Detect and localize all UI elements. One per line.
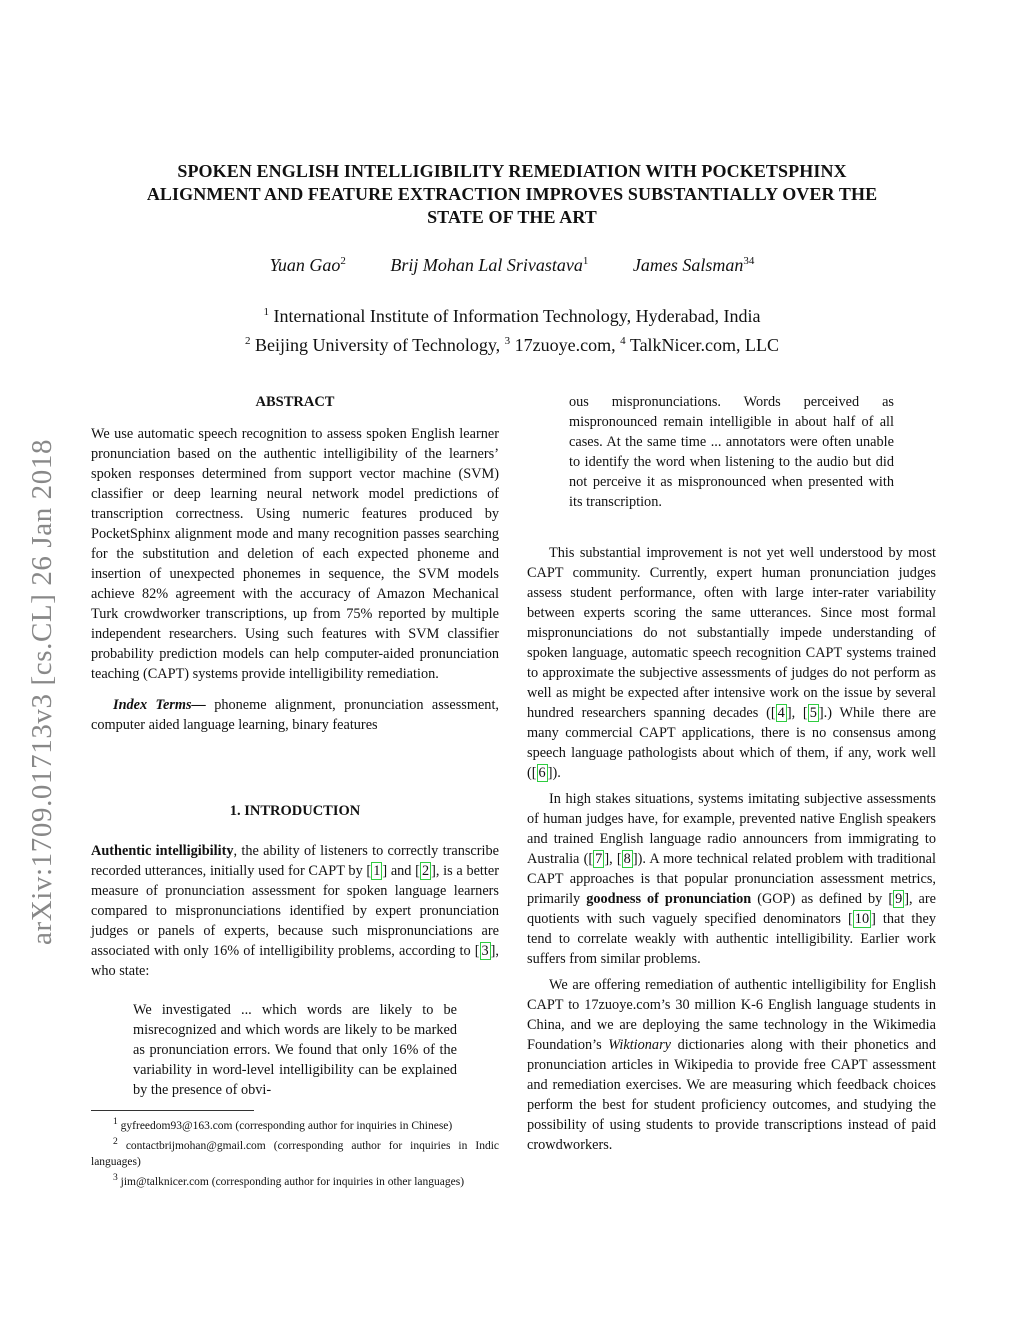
introduction-section bbox=[91, 801, 499, 981]
footnotes bbox=[91, 1114, 499, 1189]
citation-link[interactable]: 9 bbox=[895, 891, 903, 907]
affiliation-line-2: $^2$ Beijing University of Technology, $^3$ 17zuoye.com, $^4$ TalkNicer.com, LLC bbox=[244, 335, 780, 355]
author: Brij Mohan Lal Srivastava$^1$ bbox=[390, 255, 589, 275]
body-paragraph: This substantial improvement is not yet well understood by most CAPT community. Currently, expert human pronunciation judges assess student performance, often with large inter-rater variability between experts scoring the same utterances. Since most formal mispronunciations do not substantially impede understanding of spoken language, automatic speech recognition CAPT systems trained to approximate the subjective assessments of judges do not perform as well as might be expected after intensive work on the issue by several hundred researchers spanning decades ([ 4 ], [ 5 ].) While there are many commercial CAPT applications, there is no consensus among speech language pathologists about which of them, if any, work well ([ 6 ]). bbox=[527, 545, 936, 781]
footnote: $^3$ jim@talknicer.com (corresponding author for inquiries in other languages) bbox=[113, 1171, 465, 1188]
abstract-section bbox=[91, 392, 499, 735]
citation-link[interactable]: 6 bbox=[538, 765, 546, 781]
citation-link[interactable]: 10 bbox=[854, 911, 870, 927]
quote-block-start: We investigated ... which words are likely to be misrecognized and which words are likely to be marked as pronunciation errors. We found that only 16% of the variability in word-level intelligibility can be explained by the presence of obvi- bbox=[133, 1002, 457, 1098]
title-line-2: ALIGNMENT AND FEATURE EXTRACTION IMPROVES SUBSTANTIALLY OVER THE bbox=[146, 184, 878, 204]
footnote: $^1$ gyfreedom93@163.com (corresponding author for inquiries in Chinese) bbox=[113, 1116, 453, 1132]
citation-link[interactable]: 8 bbox=[623, 851, 631, 867]
author-list bbox=[80, 255, 944, 276]
quote-block-end: ous mispronunciations. Words perceived as mispronounced remain intelligible in about half of all cases. At the same time ... annotators were often unable to identify the word when listening to the audio but did not perceive it as mispronounced when presented with its transcription. bbox=[569, 394, 894, 510]
author: Yuan Gao$^2$ bbox=[269, 255, 346, 275]
title-line-3: STATE OF THE ART bbox=[427, 207, 597, 227]
introduction-heading: 1. INTRODUCTION bbox=[229, 803, 361, 819]
affiliation-line-1: $^1$ International Institute of Information Technology, Hyderabad, India bbox=[263, 306, 761, 326]
body-paragraph: We are offering remediation of authentic intelligibility for English CAPT to 17zuoye.com’s 30 million K-6 English language students in China, and we are deploying the same technology in the Wikimedia Foundation’s Wiktionary dictionaries along with their phonetics and pronunciation articles in Wikipedia to provide free CAPT assessment and remediation exercises. We are measuring which feedback choices perform the best for student proficiency outcomes, and studying the possibility of using students to provide transcriptions instead of paid crowdworkers. bbox=[527, 977, 936, 1153]
footnote: $^2$ contactbrijmohan@gmail.com (corresponding author for inquiries in Indic languages) bbox=[91, 1135, 500, 1168]
affiliations bbox=[80, 300, 944, 358]
abstract-text: We use automatic speech recognition to assess spoken English learner pronunciation based on the authentic intelligibility of the learners’ spoken responses determined from support vector machine (SVM) classifier or deep learning neural network model predictions of transcription correctness. Using numeric features produced by PocketSphinx alignment mode and many recognition passes searching for the substitution and deletion of each expected phoneme and insertion of unexpected phonemes in sequence, the SVM models achieve 82% agreement with the accuracy of Amazon Mechanical Turk crowdworker transcriptions, up from 75% reported by multiple independent researchers. Using such features with SVM classifier probability prediction models can help computer-aided pronunciation teaching (CAPT) systems provide intelligibility remediation. bbox=[91, 426, 499, 682]
citation-link[interactable]: 7 bbox=[595, 851, 603, 867]
author: James Salsman$^{34}$ bbox=[632, 255, 755, 275]
footnote-rule bbox=[91, 1110, 254, 1111]
abstract-heading: ABSTRACT bbox=[255, 394, 335, 410]
paper-title bbox=[80, 160, 944, 229]
intro-paragraph: Authentic intelligibility, the ability of listeners to correctly transcribe recorded utterances, initially used for CAPT by [ 1 ] and [ 2 ], is a better measure of pronunciation assessment for spoken language learners compared to mispronunciations identified by expert pronunciation judges or panels of experts, because such mispronunciations are associated with only 16% of intelligibility problems, according to [ 3 ], who state: bbox=[91, 843, 499, 979]
citation-link[interactable]: 4 bbox=[777, 705, 785, 721]
index-terms: Index Terms— phoneme alignment, pronunciation assessment, computer aided language learning, binary features bbox=[91, 697, 499, 733]
citation-link[interactable]: 1 bbox=[373, 863, 381, 879]
citation-link[interactable]: 5 bbox=[809, 705, 817, 721]
body-paragraph: In high stakes situations, systems imitating subjective assessments of human judges have, for example, prevented native English speakers and trained English language radio announcers from immigrating to Australia ([ 7 ], [ 8 ]). A more technical related problem with traditional CAPT approaches is that popular pronunciation assessment metrics, primarily goodness of pronunciation (GOP) as defined by [ 9 ], are quotients with such vaguely specified denominators [ 10 ] that they tend to correlate weakly with authentic intelligibility. Earlier work suffers from similar problems. bbox=[527, 791, 937, 967]
citation-link[interactable]: 2 bbox=[421, 863, 430, 879]
citation-link[interactable]: 3 bbox=[481, 943, 489, 959]
title-line-1: SPOKEN ENGLISH INTELLIGIBILITY REMEDIATION WITH POCKETSPHINX bbox=[177, 161, 847, 181]
arxiv-side-label: arXiv:1709.01713v3 [cs.CL] 26 Jan 2018 bbox=[26, 438, 58, 945]
right-column-body bbox=[527, 543, 936, 1155]
